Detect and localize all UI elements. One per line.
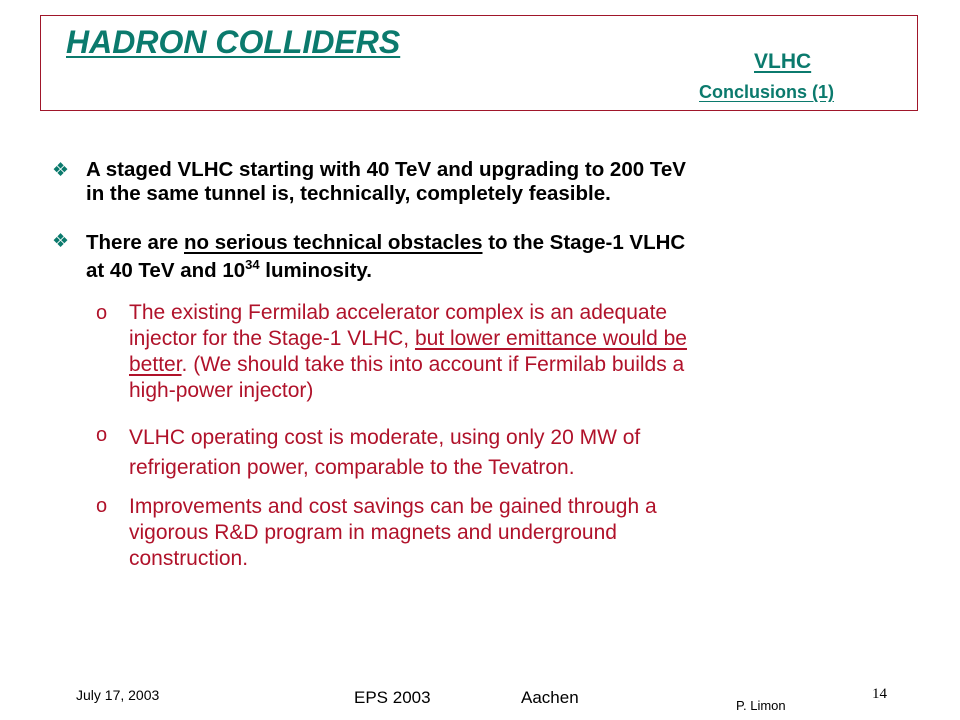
circle-bullet-icon: o (96, 495, 108, 517)
circle-bullet-icon: o (96, 424, 108, 446)
bullet-no-obstacles (86, 229, 886, 285)
slide-subtitle-section: Conclusions (1) (699, 82, 835, 102)
underlined-phrase: better (129, 353, 182, 376)
bullet-line: in the same tunnel is, technically, completely feasible. (86, 182, 611, 205)
slide-title: HADRON COLLIDERS (66, 24, 401, 60)
circle-bullet-icon: o (96, 302, 108, 324)
subbullet-operating-cost: VLHC operating cost is moderate, using only 20 MW of refrigeration power, comparable to the Tevatron. (129, 426, 641, 479)
footer-date: July 17, 2003 (76, 687, 160, 703)
page-number: 14 (872, 686, 887, 702)
footer-conference: EPS 2003 (354, 688, 431, 707)
subbullet-improvements: Improvements and cost savings can be gained through a vigorous R&D program in magnets and underground construction. (129, 495, 657, 570)
exponent: 34 (245, 257, 260, 273)
bullet-line: There are no serious technical obstacles to the Stage-1 VLHC (86, 231, 686, 254)
subbullet-fermilab-injector: The existing Fermilab accelerator complex is an adequate injector for the Stage-1 VLHC, but lower emittance would be better. (We should take this into account if Fermilab builds a high-power injector) (129, 301, 687, 402)
bullet-line: at 40 TeV and $10^{34}$ luminosity. (86, 257, 372, 282)
diamond-bullet-icon: ❖ (52, 231, 70, 252)
bullet-staged-vlhc (86, 158, 886, 206)
footer-location: Aachen (521, 688, 579, 707)
footer-author: P. Limon (736, 698, 786, 713)
underlined-phrase: no serious technical obstacles (184, 231, 483, 254)
slide-subtitle-topic: VLHC (754, 50, 812, 73)
diamond-bullet-icon: ❖ (52, 160, 70, 181)
bullet-line: A staged VLHC starting with 40 TeV and upgrading to 200 TeV (86, 158, 686, 181)
underlined-phrase: but lower emittance would be (414, 327, 687, 350)
